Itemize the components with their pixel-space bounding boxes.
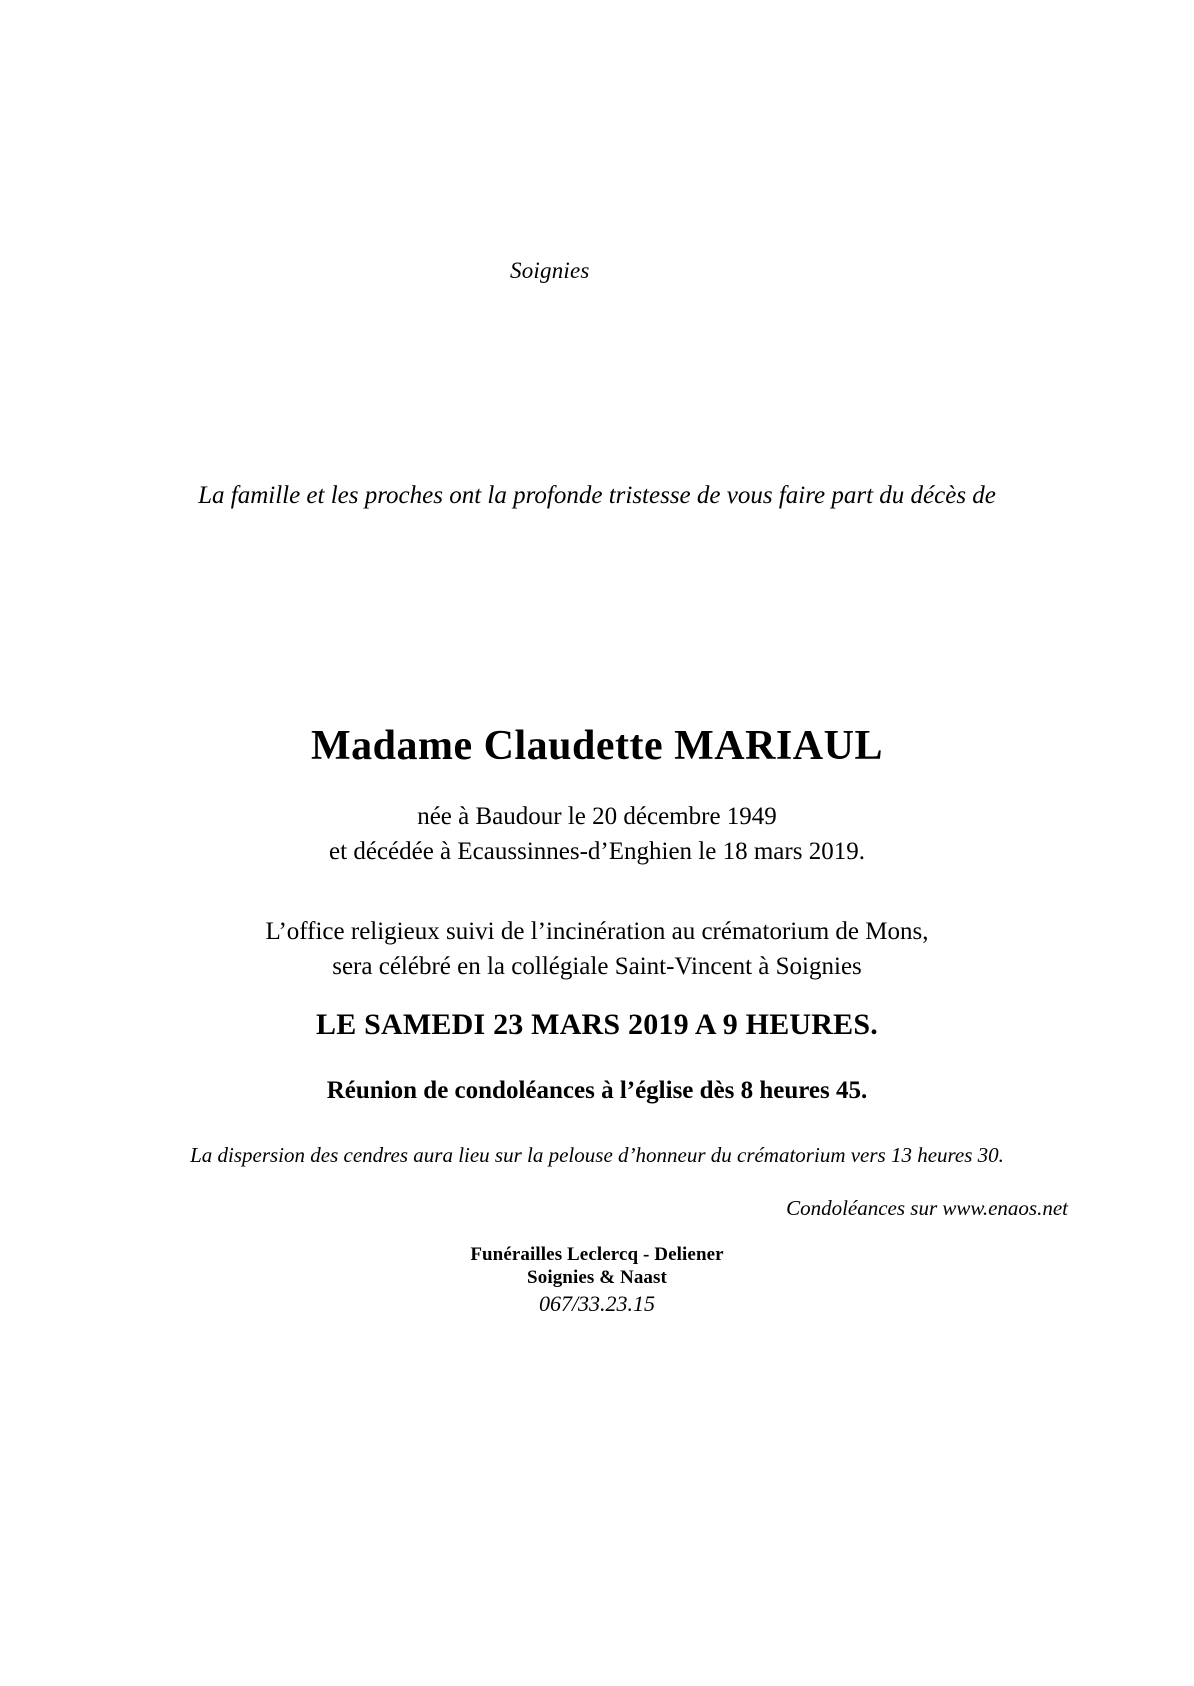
birth-death-block bbox=[0, 800, 1194, 869]
service-line-1: L’office religieux suivi de l’incinération au crématorium de Mons, bbox=[265, 918, 929, 945]
locality-label: Soignies bbox=[510, 258, 590, 283]
funeral-home-name: Funérailles Leclercq - Deliener bbox=[470, 1244, 724, 1265]
service-info-block bbox=[0, 915, 1194, 984]
ashes-dispersion-note: La dispersion des cendres aura lieu sur la pelouse d’honneur du crématorium vers 13 heures 30. bbox=[190, 1143, 1004, 1167]
condolence-website-note: Condoléances sur www.enaos.net bbox=[786, 1196, 1068, 1220]
death-line: et décédée à Ecaussinnes-d’Enghien le 18 mars 2019. bbox=[329, 837, 865, 865]
deceased-name: Madame Claudette MARIAUL bbox=[311, 723, 883, 769]
service-datetime: LE SAMEDI 23 MARS 2019 A 9 HEURES. bbox=[316, 1008, 878, 1041]
announcement-intro: La famille et les proches ont la profonde tristesse de vous faire part du décès de bbox=[198, 482, 996, 509]
funeral-home-block bbox=[0, 1243, 1194, 1289]
service-line-2: sera célébré en la collégiale Saint-Vincent à Soignies bbox=[332, 952, 862, 980]
condolence-meeting-note: Réunion de condoléances à l’église dès 8 heures 45. bbox=[326, 1077, 868, 1104]
funeral-home-phone: 067/33.23.15 bbox=[538, 1291, 656, 1316]
birth-line: née à Baudour le 20 décembre 1949 bbox=[417, 803, 777, 830]
funeral-home-locations: Soignies & Naast bbox=[527, 1267, 667, 1289]
